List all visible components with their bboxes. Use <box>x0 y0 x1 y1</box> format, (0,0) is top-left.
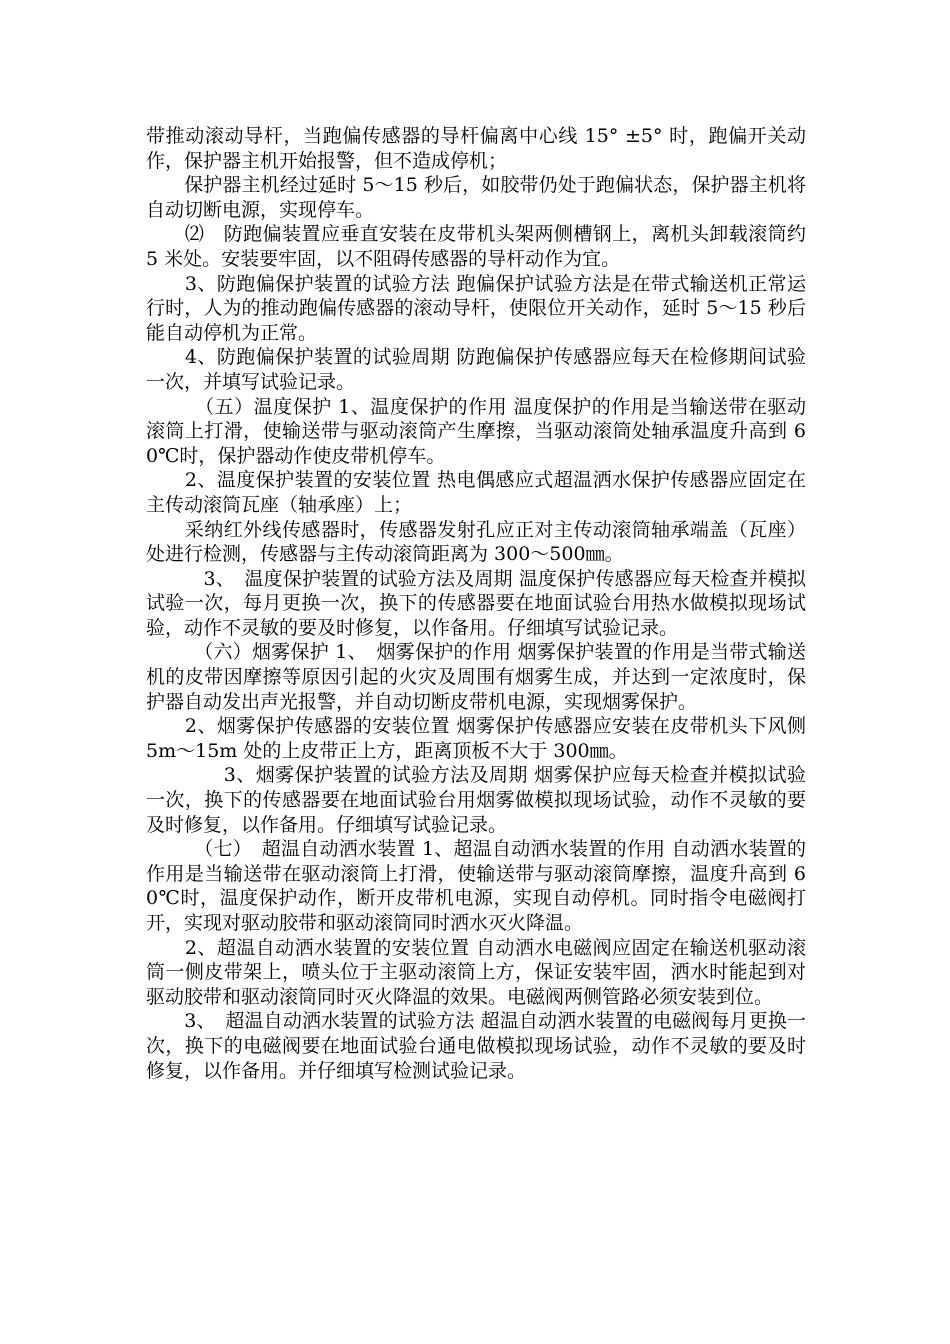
paragraph-8: 采纳红外线传感器时，传感器发射孔应正对主传动滚筒轴承端盖（瓦座）处进行检测，传感器与主传动滚筒距离为 300～500㎜。 <box>146 518 806 566</box>
paragraph-3: ⑵ 防跑偏装置应垂直安装在皮带机头架两侧槽钢上，离机头卸载滚筒约 5 米处。安装要牢固，以不阻碍传感器的导杆动作为宜。 <box>146 223 813 270</box>
paragraph-6: （五）温度保护 1、温度保护的作用 温度保护的作用是当输送带在驱动滚筒上打滑，使输送带与驱动滚筒产生摩擦，当驱动滚筒处轴承温度升高到 60℃时，保护器动作使皮带机停车。 <box>146 395 806 467</box>
paragraph-10: （六）烟雾保护 1、 烟雾保护的作用 烟雾保护装置的作用是当带式输送机的皮带因摩擦等原因引起的火灾及周围有烟雾生成，并达到一定浓度时，保护器自动发出声光报警，并自动切断皮带机电源，实现烟雾保护。 <box>146 641 806 713</box>
paragraph-9: 3、 温度保护装置的试验方法及周期 温度保护传感器应每天检查并模拟试验一次，每月更换一次，换下的传感器要在地面试验台用热水做模拟现场试验，动作不灵敏的要及时修复，以作备用。仔细填写试验记录。 <box>146 567 806 639</box>
document-page <box>146 124 813 1083</box>
paragraph-2: 保护器主机经过延时 5～15 秒后，如胶带仍处于跑偏状态，保护器主机将自动切断电源，实现停车。 <box>146 174 806 221</box>
paragraph-1: 带推动滚动导杆，当跑偏传感器的导杆偏离中心线 15° ±5° 时，跑偏开关动作，保护器主机开始报警，但不造成停机； <box>146 125 806 172</box>
paragraph-4: 3、防跑偏保护装置的试验方法 跑偏保护试验方法是在带式输送机正常运行时，人为的推动跑偏传感器的滚动导杆，使限位开关动作，延时 5～15 秒后能自动停机为正常。 <box>146 272 806 344</box>
paragraph-15: 3、 超温自动洒水装置的试验方法 超温自动洒水装置的电磁阀每月更换一次，换下的电磁阀要在地面试验台通电做模拟现场试验，动作不灵敏的要及时修复，以作备用。并仔细填写检测试验记录。 <box>146 1010 806 1082</box>
paragraph-14: 2、超温自动洒水装置的安装位置 自动洒水电磁阀应固定在输送机驱动滚筒一侧皮带架上，喷头位于主驱动滚筒上方，保证安装牢固，洒水时能起到对驱动胶带和驱动滚筒同时灭火降温的效果。电磁阀两侧管路必须安装到位。 <box>146 936 806 1008</box>
paragraph-12: 3、烟雾保护装置的试验方法及周期 烟雾保护应每天检查并模拟试验一次，换下的传感器要在地面试验台用烟雾做模拟现场试验，动作不灵敏的要及时修复，以作备用。仔细填写试验记录。 <box>146 764 806 836</box>
paragraph-5: 4、防跑偏保护装置的试验周期 防跑偏保护传感器应每天在检修期间试验一次，并填写试验记录。 <box>146 346 806 393</box>
paragraph-13: （七） 超温自动洒水装置 1、超温自动洒水装置的作用 自动洒水装置的作用是当输送带在驱动滚筒上打滑，使输送带与驱动滚筒摩擦，温度升高到 60℃时，温度保护动作，断开皮带机电源，实现自动停机。同时指令电磁阀打开，实现对驱动胶带和驱动滚筒同时洒水灭火降温。 <box>146 838 806 934</box>
paragraph-7: 2、温度保护装置的安装位置 热电偶感应式超温洒水保护传感器应固定在主传动滚筒瓦座（轴承座）上； <box>146 469 806 516</box>
paragraph-11: 2、烟雾保护传感器的安装位置 烟雾保护传感器应安装在皮带机头下风侧 5m～15m 处的上皮带正上方，距离顶板不大于 300㎜。 <box>146 715 813 762</box>
